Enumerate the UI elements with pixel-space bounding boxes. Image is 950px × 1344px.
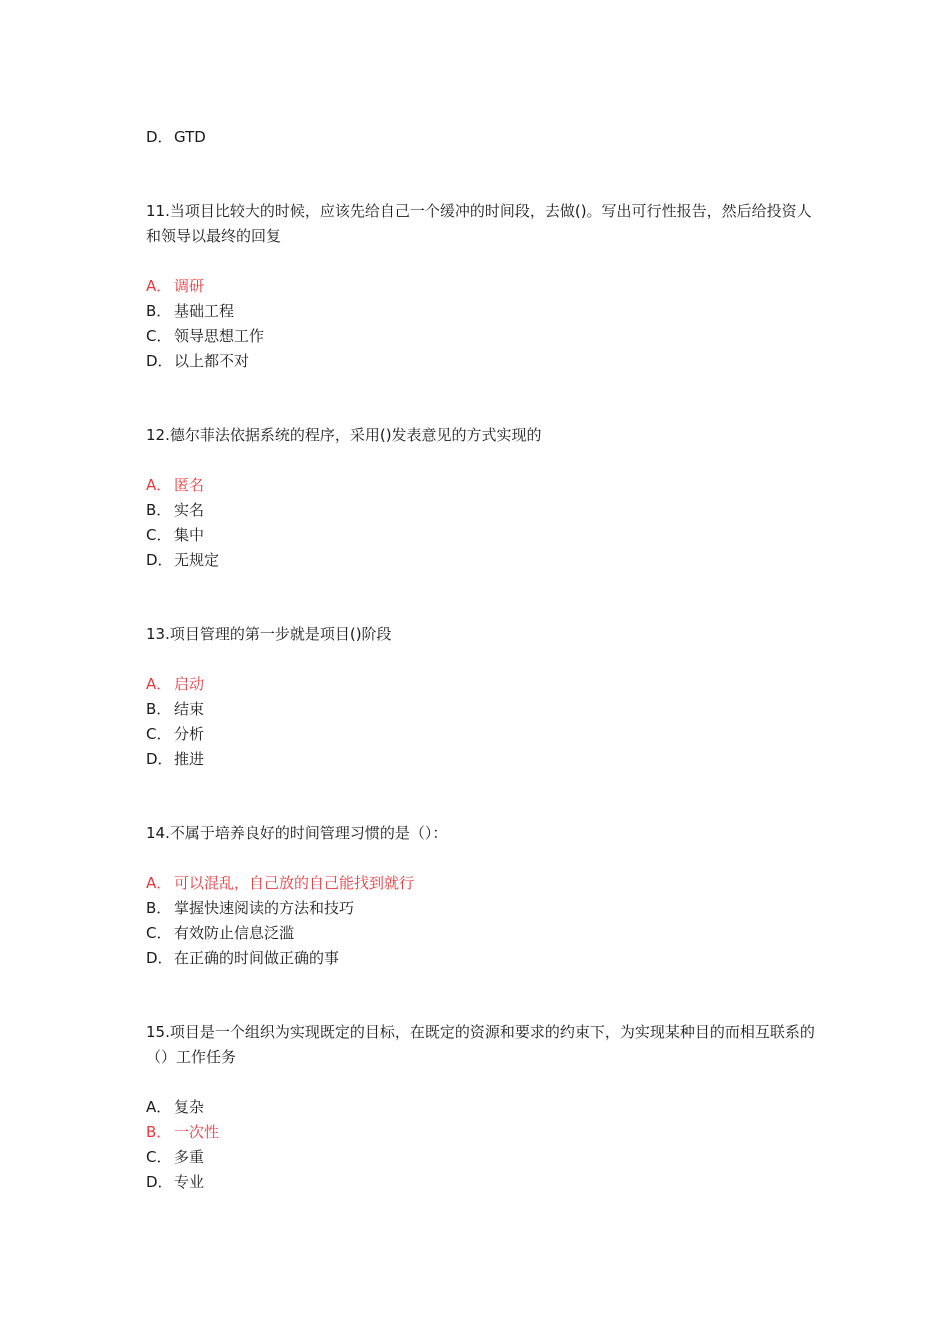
question-11-option-c (146, 324, 816, 349)
option-text: 基础工程 (174, 302, 235, 320)
option-letter: B． (146, 1123, 172, 1141)
question-13: 13.项目管理的第一步就是项目()阶段 (146, 625, 392, 643)
question-13-option-a (146, 672, 816, 697)
option-text: 可以混乱，自己放的自己能找到就行 (174, 874, 415, 892)
option-text: 启动 (174, 675, 205, 693)
option-text: 领导思想工作 (174, 327, 265, 345)
option-text: 调研 (174, 277, 205, 295)
option-letter: A． (146, 874, 172, 892)
question-15-option-c (146, 1145, 816, 1170)
question-12-option-d (146, 548, 816, 573)
option-letter: A． (146, 277, 172, 295)
option-letter: D． (146, 949, 173, 967)
option-letter: D． (146, 750, 173, 768)
option-letter: B． (146, 899, 172, 917)
option-text: 无规定 (174, 551, 220, 569)
question-12: 12.德尔菲法依据系统的程序，采用()发表意见的方式实现的 (146, 426, 542, 444)
question-14-option-b (146, 896, 816, 921)
question-15-option-b (146, 1120, 816, 1145)
option-letter: C． (146, 1148, 172, 1166)
option-text: GTD (174, 128, 206, 146)
question-13-option-c (146, 722, 816, 747)
question-12-option-c (146, 523, 816, 548)
option-letter: D． (146, 551, 173, 569)
question-12-option-a (146, 473, 816, 498)
option-text: 集中 (174, 526, 205, 544)
option-letter: A． (146, 675, 172, 693)
question-14: 14.不属于培养良好的时间管理习惯的是（）： (146, 824, 448, 842)
question-14-option-a (146, 871, 816, 896)
option-letter: C． (146, 924, 172, 942)
option-text: 掌握快速阅读的方法和技巧 (174, 899, 355, 917)
option-text: 以上都不对 (174, 352, 250, 370)
option-text: 推进 (174, 750, 205, 768)
option-text: 结束 (174, 700, 205, 718)
option-letter: C． (146, 526, 172, 544)
option-letter: A． (146, 476, 172, 494)
question-14-option-d (146, 946, 816, 971)
question-15-option-a (146, 1095, 816, 1120)
option-text: 在正确的时间做正确的事 (174, 949, 340, 967)
question-11: 11.当项目比较大的时候，应该先给自己一个缓冲的时间段，去做()。写出可行性报告，然后给投资人和领导以最终的回复 (146, 202, 812, 245)
option-text: 专业 (174, 1173, 205, 1191)
option-letter: D． (146, 1173, 173, 1191)
option-letter: B． (146, 302, 172, 320)
option-letter: D． (146, 128, 173, 146)
option-text: 复杂 (174, 1098, 205, 1116)
option-text: 一次性 (174, 1123, 220, 1141)
question-11-option-a (146, 274, 816, 299)
option-d-prev (146, 125, 816, 150)
option-text: 多重 (174, 1148, 205, 1166)
option-text: 有效防止信息泛滥 (174, 924, 295, 942)
question-11-option-b (146, 299, 816, 324)
option-letter: B． (146, 501, 172, 519)
question-13-option-b (146, 697, 816, 722)
option-letter: D． (146, 352, 173, 370)
option-letter: C． (146, 725, 172, 743)
question-12-option-b (146, 498, 816, 523)
question-15: 15.项目是一个组织为实现既定的目标，在既定的资源和要求的约束下，为实现某种目的而相互联系的（）工作任务 (146, 1023, 815, 1066)
question-13-option-d (146, 747, 816, 772)
option-letter: B． (146, 700, 172, 718)
option-text: 分析 (174, 725, 205, 743)
option-text: 匿名 (174, 476, 205, 494)
question-11-option-d (146, 349, 816, 374)
question-14-option-c (146, 921, 816, 946)
question-15-option-d (146, 1170, 816, 1195)
option-text: 实名 (174, 501, 205, 519)
option-letter: C． (146, 327, 172, 345)
option-letter: A． (146, 1098, 172, 1116)
